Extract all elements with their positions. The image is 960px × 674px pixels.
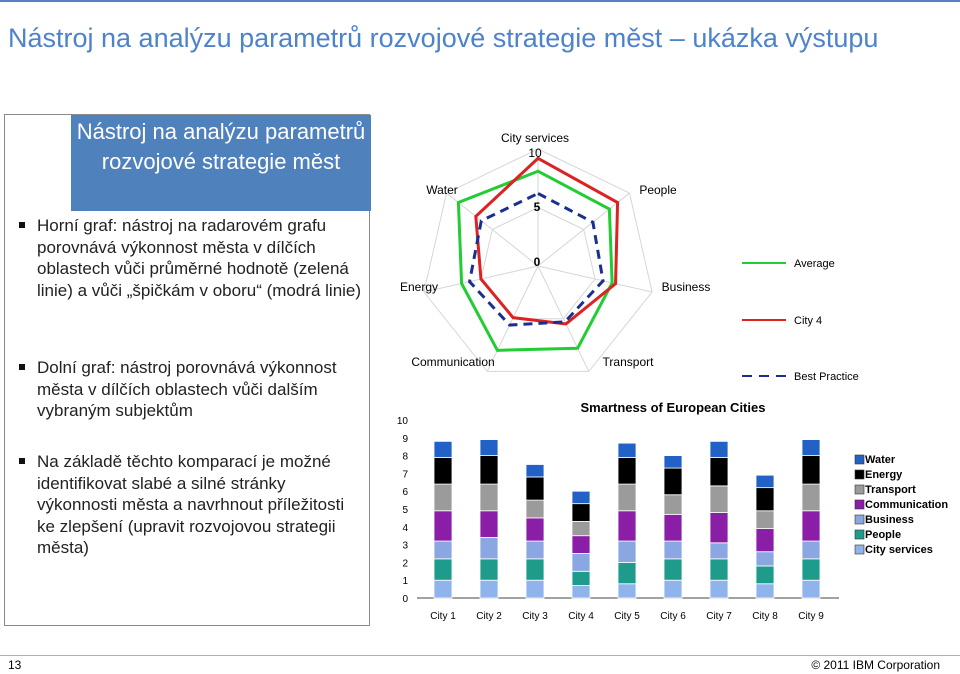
- bar-segment: [618, 562, 636, 583]
- bar-legend-label: Business: [865, 514, 914, 526]
- bar-segment: [664, 541, 682, 559]
- bar-segment: [756, 584, 774, 598]
- bar-segment: [664, 514, 682, 541]
- bar-segment: [756, 566, 774, 584]
- bar-segment: [434, 580, 452, 598]
- bar-y-tick-label: 0: [402, 594, 408, 605]
- bullet-text: Dolní graf: nástroj porovnává výkonnost města v dílčích oblastech vůči dalším vybraným subjektům: [37, 358, 337, 420]
- bar-segment: [664, 456, 682, 468]
- bar-legend-swatch: [855, 545, 864, 554]
- radar-legend: [742, 258, 859, 383]
- bar-segment: [572, 554, 590, 572]
- bar-segment: [756, 475, 774, 487]
- bar-segment: [434, 511, 452, 541]
- top-accent-line: [0, 0, 960, 2]
- bar-y-tick-label: 6: [402, 487, 408, 499]
- bar-segment: [480, 559, 498, 580]
- bar-segment: [572, 586, 590, 598]
- bar-segment: [664, 559, 682, 580]
- bar-legend-swatch: [855, 515, 864, 524]
- bar-segment: [618, 484, 636, 511]
- radar-axis-label: City services: [500, 131, 570, 145]
- bar-segment: [480, 484, 498, 511]
- bullet-square-icon: [19, 222, 25, 228]
- bar-segment: [710, 543, 728, 559]
- bar-segment: [710, 559, 728, 580]
- bar-y-tick-label: 7: [402, 469, 408, 481]
- bar-segment: [434, 457, 452, 484]
- bar-segment: [802, 484, 820, 511]
- bar-x-tick-label: City 9: [798, 611, 824, 622]
- bullet-text: Horní graf: nástroj na radarovém grafu porovnává výkonnost města v dílčích oblastech vůči průměrné hodnotě (zelená linie) a vůči „špičkám v oboru“ (modrá linie): [37, 216, 362, 300]
- radar-legend-label: City 4: [794, 315, 823, 327]
- bar-segment: [664, 495, 682, 515]
- radar-scale-label: 5: [533, 200, 541, 214]
- bar-legend-swatch: [855, 455, 864, 464]
- bar-marks: [434, 440, 820, 598]
- bar-segment: [802, 511, 820, 541]
- bar-legend-swatch: [855, 500, 864, 509]
- stacked-bar-chart: [378, 395, 960, 645]
- left-panel: [4, 114, 370, 626]
- bar-segment: [756, 529, 774, 552]
- radar-legend-label: Average: [794, 258, 835, 270]
- radar-scale-label: 0: [533, 255, 541, 269]
- bar-x-tick-label: City 3: [522, 611, 548, 622]
- bar-segment: [434, 541, 452, 559]
- bar-x-tick-label: City 8: [752, 611, 778, 622]
- bar-segment: [572, 491, 590, 503]
- bar-y-tick-label: 1: [402, 576, 408, 588]
- bar-segment: [756, 552, 774, 566]
- bar-legend-label: Transport: [865, 484, 916, 496]
- bar-segment: [710, 457, 728, 485]
- bar-y-tick-label: 5: [402, 505, 408, 516]
- bar-segment: [526, 559, 544, 580]
- bullet-text: Na základě těchto komparací je možné identifikovat slabé a silné stránky výkonnosti města a navrhnout příležitosti ke zlepšení (upravit rozvojovou strategii města): [37, 452, 345, 557]
- bar-segment: [526, 580, 544, 598]
- panel-heading: Nástroj na analýzu parametrů rozvojové strategie měst: [71, 115, 371, 211]
- bar-segment: [756, 511, 774, 529]
- radar-axis-label: People: [639, 183, 677, 197]
- bar-segment: [480, 580, 498, 598]
- bar-segment: [618, 443, 636, 457]
- bar-segment: [526, 541, 544, 559]
- radar-axis-label: Transport: [602, 355, 654, 369]
- bar-legend-swatch: [855, 530, 864, 539]
- bar-segment: [526, 465, 544, 477]
- bar-x-tick-label: City 6: [660, 611, 686, 622]
- radar-axis-label: Energy: [399, 280, 439, 294]
- bar-segment: [618, 457, 636, 484]
- bar-y-tick-label: 3: [402, 540, 408, 552]
- radar-legend-label: Best Practice: [794, 371, 859, 383]
- bar-segment: [572, 571, 590, 585]
- bar-x-tick-label: City 2: [476, 611, 502, 622]
- bar-segment: [618, 511, 636, 541]
- bar-y-tick-label: 8: [402, 451, 408, 463]
- bar-segment: [572, 521, 590, 535]
- bar-segment: [480, 440, 498, 456]
- bar-legend-label: City services: [865, 544, 933, 556]
- bar-segment: [572, 536, 590, 554]
- bar-legend-label: Communication: [865, 499, 949, 511]
- bullet-item: [19, 451, 364, 559]
- bar-y-tick-label: 9: [402, 433, 408, 445]
- bullet-item: [19, 215, 364, 301]
- bar-segment: [664, 580, 682, 598]
- bar-y-tick-label: 4: [402, 522, 408, 534]
- bar-legend: [855, 454, 948, 556]
- bullet-item: [19, 357, 364, 422]
- bar-y-tick-label: 2: [402, 558, 408, 570]
- bar-legend-label: Energy: [865, 469, 903, 481]
- bar-segment: [802, 559, 820, 580]
- bullet-square-icon: [19, 458, 25, 464]
- bar-legend-swatch: [855, 470, 864, 479]
- bar-segment: [526, 477, 544, 500]
- bar-legend-swatch: [855, 485, 864, 494]
- bar-segment: [618, 584, 636, 598]
- bar-segment: [756, 488, 774, 511]
- bar-segment: [526, 500, 544, 518]
- bar-chart-title: Smartness of European Cities: [580, 400, 766, 415]
- bar-segment: [434, 441, 452, 457]
- radar-axis-label: Business: [661, 280, 711, 294]
- bar-x-tick-label: City 1: [430, 611, 456, 622]
- bar-legend-label: People: [865, 529, 902, 541]
- bar-segment: [802, 580, 820, 598]
- slide-title: Nástroj na analýzu parametrů rozvojové strategie měst – ukázka výstupu: [8, 23, 879, 53]
- radar-axis-label: Communication: [411, 355, 495, 369]
- radar-chart: [380, 125, 950, 385]
- bar-segment: [710, 513, 728, 543]
- bar-y-tick-label: 10: [396, 416, 408, 427]
- bar-segment: [434, 484, 452, 511]
- bar-segment: [802, 541, 820, 559]
- page-number: 13: [8, 658, 22, 672]
- bar-segment: [618, 541, 636, 562]
- bar-segment: [710, 441, 728, 457]
- bar-segment: [572, 504, 590, 522]
- bar-segment: [526, 518, 544, 541]
- radar-spoke: [538, 266, 652, 292]
- bullet-square-icon: [19, 364, 25, 370]
- bar-legend-label: Water: [865, 454, 896, 466]
- bar-segment: [480, 511, 498, 538]
- bar-segment: [480, 456, 498, 484]
- radar-axis-label: Water: [426, 183, 458, 197]
- bar-segment: [664, 468, 682, 495]
- footer-divider: [0, 655, 960, 656]
- bar-x-tick-label: City 7: [706, 611, 732, 622]
- copyright: © 2011 IBM Corporation: [811, 658, 940, 672]
- bar-x-tick-label: City 4: [568, 611, 594, 622]
- bar-segment: [480, 537, 498, 558]
- bar-segment: [710, 580, 728, 598]
- bar-segment: [434, 559, 452, 580]
- bar-segment: [802, 440, 820, 456]
- bar-segment: [710, 486, 728, 513]
- bar-segment: [802, 456, 820, 484]
- radar-axis-max-label: 10: [528, 146, 542, 160]
- bar-x-tick-label: City 5: [614, 611, 640, 622]
